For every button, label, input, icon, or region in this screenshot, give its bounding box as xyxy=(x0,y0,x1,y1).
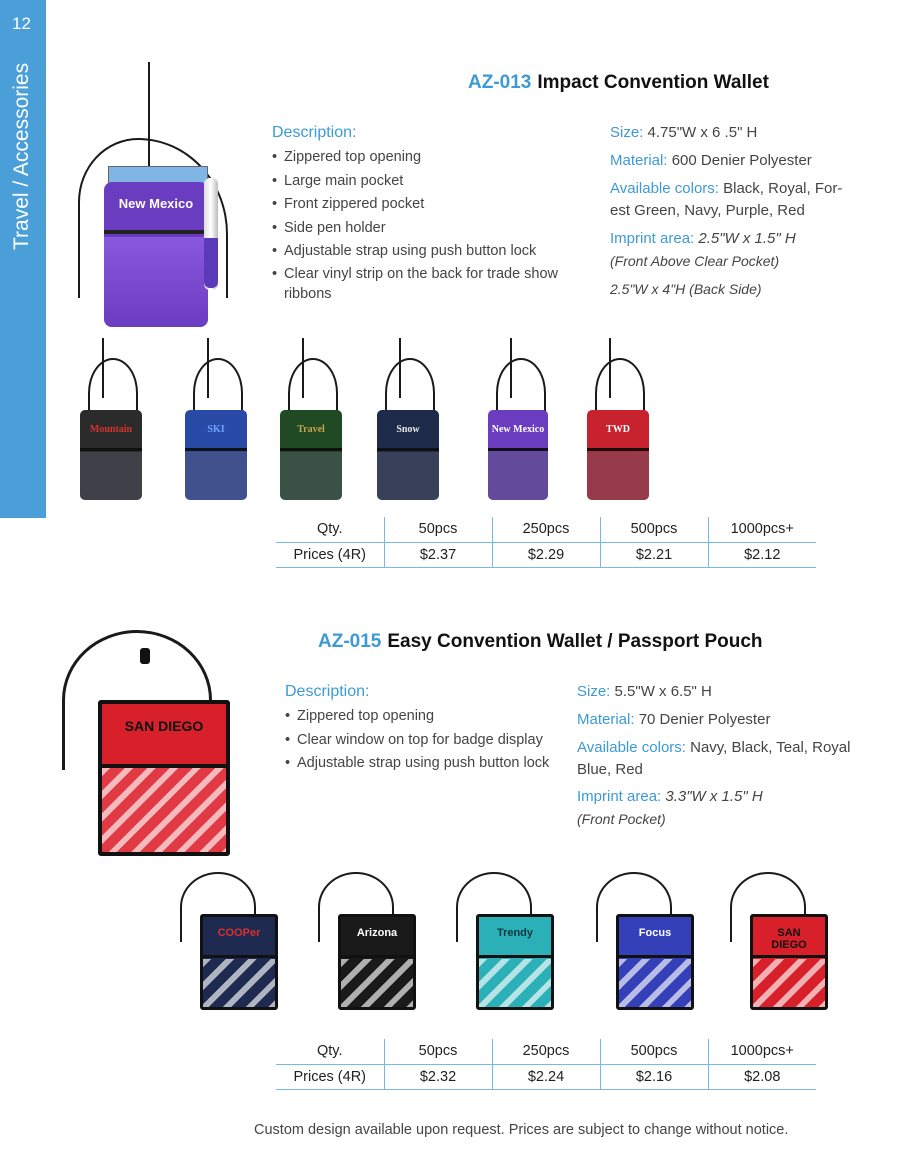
list-item: • Large main pocket xyxy=(272,170,572,194)
list-item: • Zippered top opening xyxy=(272,146,572,170)
price-label: Prices (4R) xyxy=(276,1064,384,1089)
qty-cell: 500pcs xyxy=(600,1039,708,1064)
variant-thumbnail xyxy=(78,338,158,503)
variant-imprint: COOPer xyxy=(217,927,261,939)
spec-colors: Available colors: Navy, Black, Teal, Royal Blue, Red xyxy=(577,739,851,778)
variant-thumbnail xyxy=(585,338,665,503)
variant-thumbnail xyxy=(183,338,263,503)
spec-material: Material: 600 Denier Polyester xyxy=(610,152,812,169)
variant-imprint: Travel xyxy=(297,424,325,435)
product-name: Impact Convention Wallet xyxy=(537,72,769,93)
spec-size: Size: 5.5"W x 6.5" H xyxy=(577,683,712,700)
price-table xyxy=(276,517,816,568)
description-heading: Description: xyxy=(272,124,357,141)
price-cell: $2.24 xyxy=(492,1064,600,1089)
qty-cell: 250pcs xyxy=(492,1039,600,1064)
price-cell: $2.37 xyxy=(384,542,492,567)
product-title-az013 xyxy=(468,72,769,94)
variant-imprint: Snow xyxy=(396,424,420,435)
price-cell: $2.12 xyxy=(708,542,816,567)
qty-cell: 1000pcs+ xyxy=(708,517,816,542)
qty-cell: 500pcs xyxy=(600,517,708,542)
variant-thumbnail xyxy=(375,338,455,503)
product-title-az015 xyxy=(318,631,763,653)
variant-thumbnail xyxy=(314,868,424,1016)
variant-thumbnail xyxy=(278,338,358,503)
variant-imprint: TWD xyxy=(606,424,630,435)
variant-imprint: Mountain xyxy=(89,424,133,435)
variant-thumbnail xyxy=(726,868,836,1016)
qty-cell: 50pcs xyxy=(384,517,492,542)
product-name: Easy Convention Wallet / Passport Pouch xyxy=(387,631,763,652)
list-item: • Clear vinyl strip on the back for trade show ribbons xyxy=(272,264,572,304)
variant-thumbnail xyxy=(452,868,562,1016)
description-heading: Description: xyxy=(285,683,370,700)
hero-imprint: New Mexico xyxy=(118,196,194,211)
variant-imprint: SKI xyxy=(207,424,225,435)
qty-cell: 250pcs xyxy=(492,517,600,542)
section-title: Travel / Accessories xyxy=(10,62,33,250)
price-cell: $2.16 xyxy=(600,1064,708,1089)
qty-cell: 1000pcs+ xyxy=(708,1039,816,1064)
list-item: • Clear window on top for badge display xyxy=(285,729,575,753)
hero-imprint: SAN DIEGO xyxy=(124,718,204,734)
variant-imprint: SAN DIEGO xyxy=(771,927,807,951)
price-cell: $2.08 xyxy=(708,1064,816,1089)
product-code: AZ-015 xyxy=(318,631,382,652)
hero-product-image xyxy=(70,58,250,333)
variant-thumbnail xyxy=(176,868,286,1016)
list-item: • Adjustable strap using push button lock xyxy=(272,240,572,264)
price-cell: $2.32 xyxy=(384,1064,492,1089)
variant-imprint: Focus xyxy=(638,927,672,939)
qty-cell: 50pcs xyxy=(384,1039,492,1064)
spec-material: Material: 70 Denier Polyester xyxy=(577,711,771,728)
page-number: 12 xyxy=(12,14,31,33)
spec-imprint: Imprint area: 3.3"W x 1.5" H (Front Pocket) xyxy=(577,788,763,827)
price-table xyxy=(276,1039,816,1090)
variant-imprint: Trendy xyxy=(496,927,534,939)
variant-thumbnail xyxy=(592,868,702,1016)
qty-label: Qty. xyxy=(276,1039,384,1064)
spec-imprint: Imprint area: 2.5"W x 1.5" H (Front Above Clear Pocket) 2.5"W x 4"H (Back Side) xyxy=(610,230,796,297)
price-label: Prices (4R) xyxy=(276,542,384,567)
price-cell: $2.29 xyxy=(492,542,600,567)
list-item: • Front zippered pocket xyxy=(272,193,572,217)
list-item: • Adjustable strap using push button lock xyxy=(285,752,575,776)
variant-thumbnail xyxy=(486,338,566,503)
variant-imprint: New Mexico xyxy=(491,424,545,435)
hero-product-image xyxy=(58,628,238,860)
spec-colors: Available colors: Black, Royal, For-est Green, Navy, Purple, Red xyxy=(610,180,843,219)
section-tab xyxy=(0,0,46,518)
feature-list xyxy=(285,705,575,776)
variant-imprint: Arizona xyxy=(356,927,398,939)
spec-size: Size: 4.75"W x 6 .5" H xyxy=(610,124,758,141)
list-item: • Side pen holder xyxy=(272,217,572,241)
footer-note: Custom design available upon request. Prices are subject to change without notice. xyxy=(254,1122,789,1138)
feature-list xyxy=(272,146,572,304)
product-code: AZ-013 xyxy=(468,72,532,93)
price-cell: $2.21 xyxy=(600,542,708,567)
list-item: • Zippered top opening xyxy=(285,705,575,729)
qty-label: Qty. xyxy=(276,517,384,542)
